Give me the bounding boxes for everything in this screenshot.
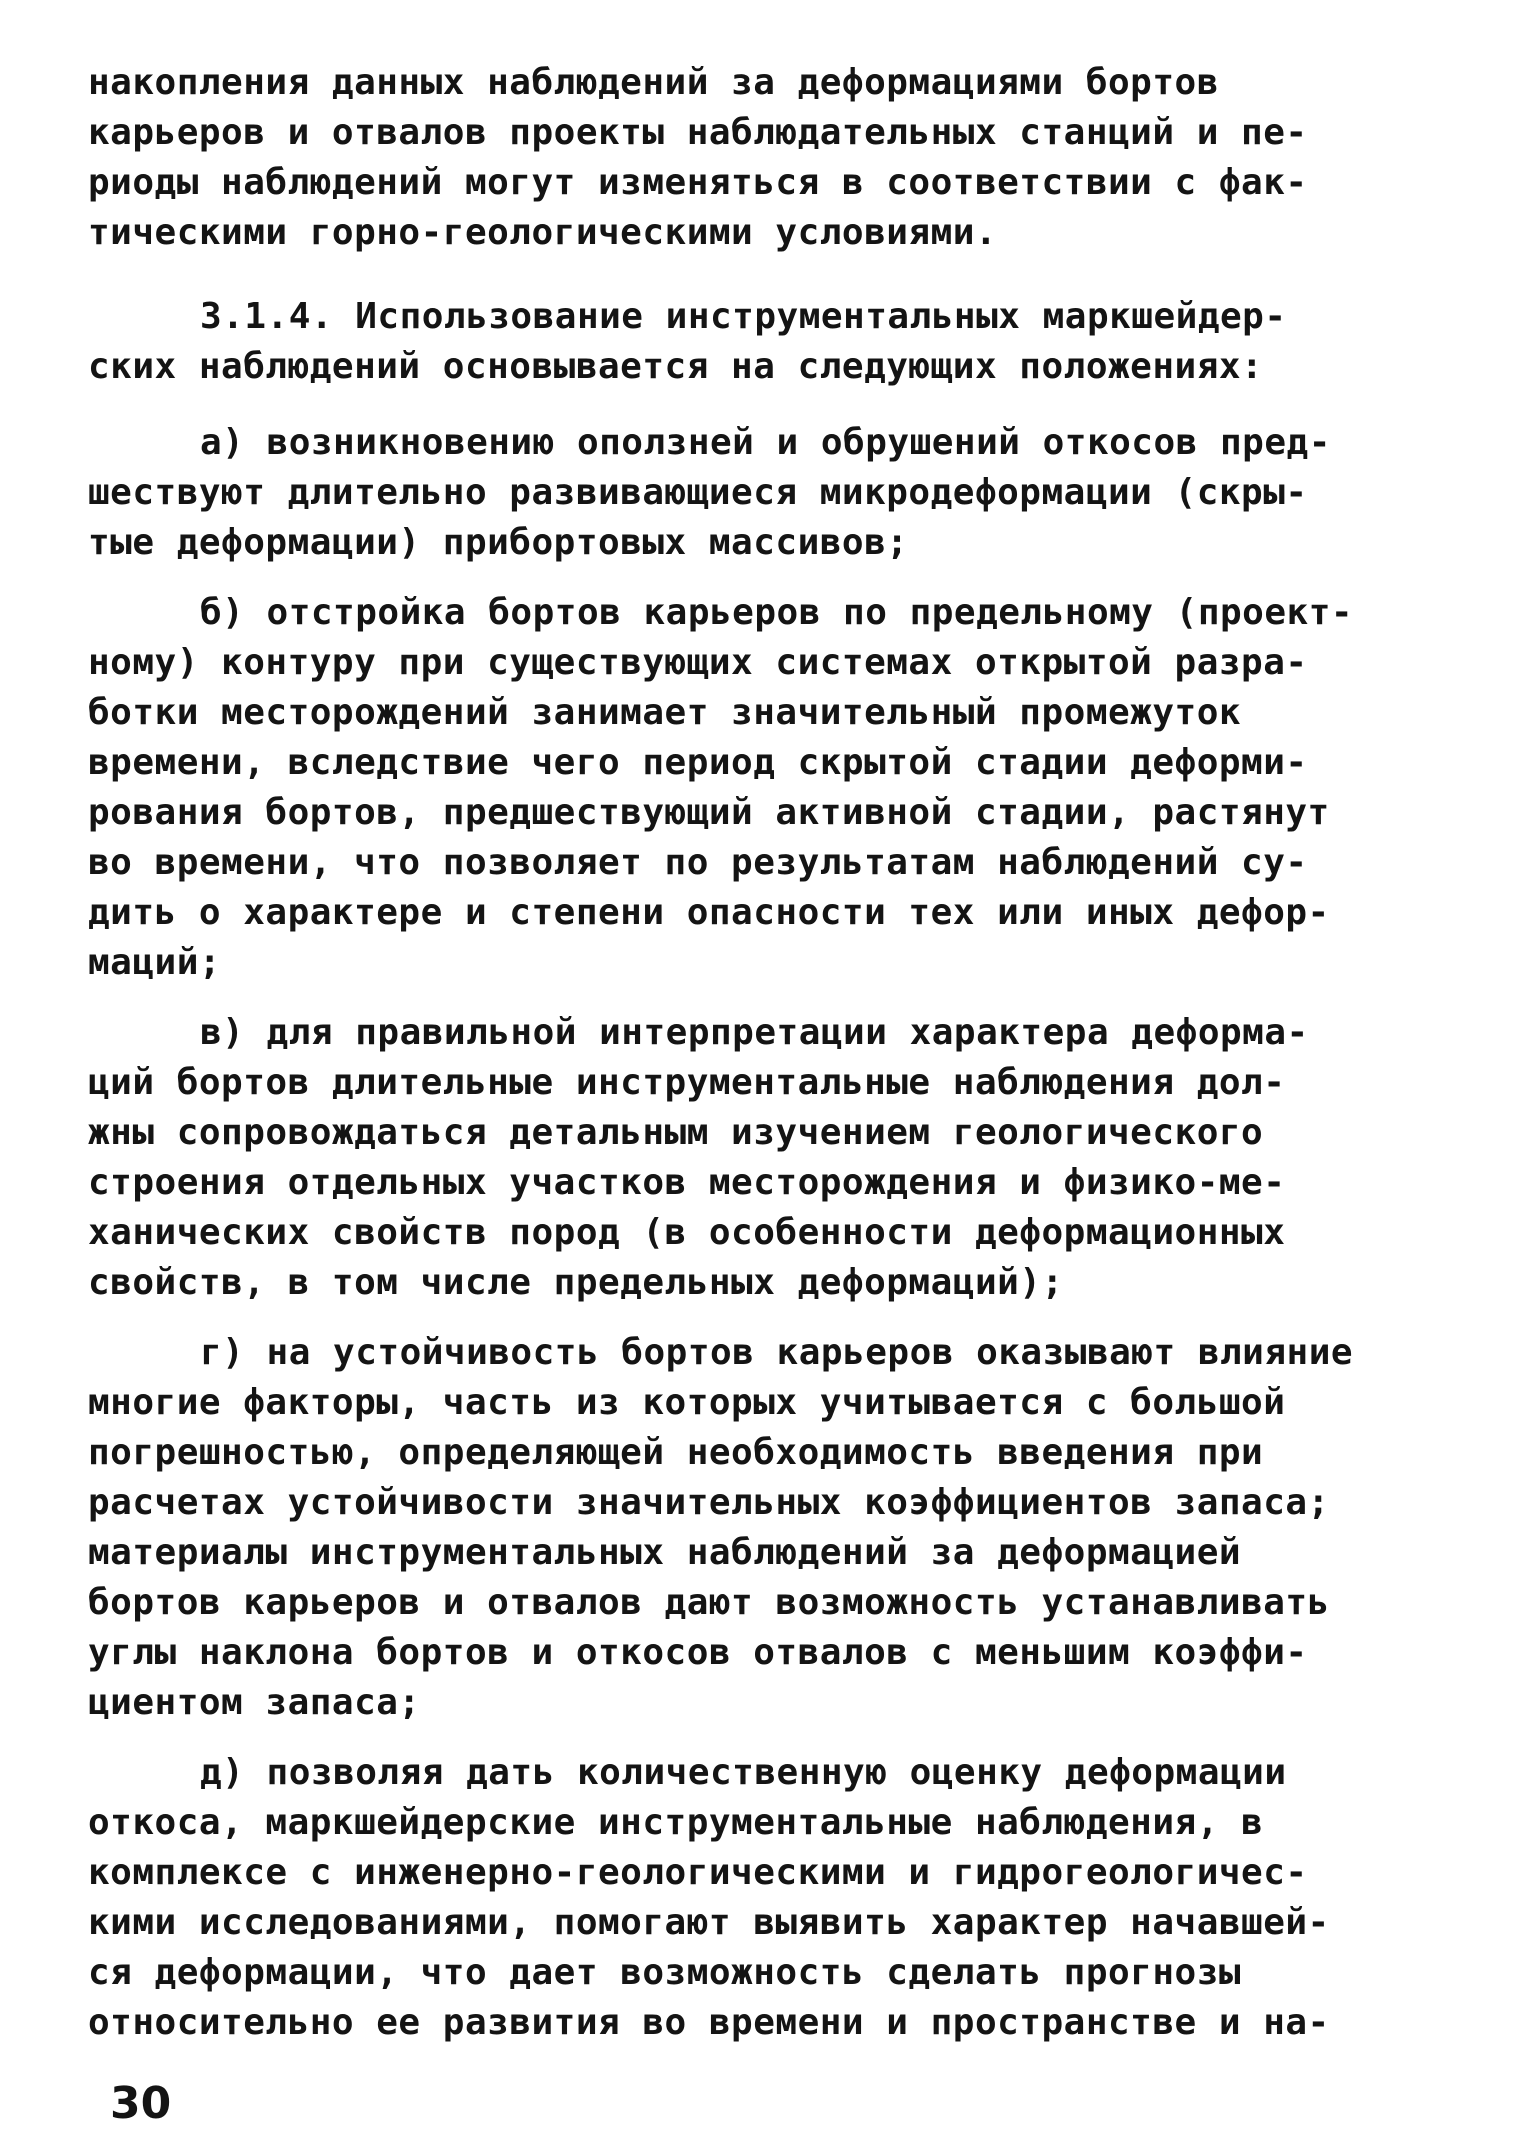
text-line: жны сопровождаться детальным изучением геологического <box>88 1112 1264 1153</box>
text-line: а) возникновению оползней и обрушений откосов пред- <box>200 422 1331 463</box>
text-line: ций бортов длительные инструментальные наблюдения дол- <box>88 1062 1286 1103</box>
text-line: кими исследованиями, помогают выявить характер начавшей- <box>88 1902 1330 1943</box>
text-line: риоды наблюдений могут изменяться в соответствии с фак- <box>88 162 1308 203</box>
text-line: материалы инструментальных наблюдений за деформацией <box>88 1532 1242 1573</box>
text-line: в) для правильной интерпретации характера деформа- <box>200 1012 1309 1053</box>
text-line: ханических свойств пород (в особенности деформационных <box>88 1212 1286 1253</box>
text-line: б) отстройка бортов карьеров по предельному (проект- <box>200 592 1354 633</box>
text-line: 3.1.4. Использование инструментальных маркшейдер- <box>200 296 1287 337</box>
text-line: д) позволяя дать количественную оценку деформации <box>200 1752 1287 1793</box>
text-line: циентом запаса; <box>88 1682 421 1723</box>
text-line: карьеров и отвалов проекты наблюдательных станций и пе- <box>88 112 1308 153</box>
text-line: маций; <box>88 942 222 983</box>
text-line: тическими горно-геологическими условиями. <box>88 212 998 253</box>
text-line: откоса, маркшейдерские инструментальные наблюдения, в <box>88 1802 1264 1843</box>
text-line: бортов карьеров и отвалов дают возможность устанавливать <box>88 1582 1330 1623</box>
text-line: г) на устойчивость бортов карьеров оказывают влияние <box>200 1332 1354 1373</box>
text-line: относительно ее развития во времени и пространстве и на- <box>88 2002 1330 2043</box>
text-line: многие факторы, часть из которых учитывается с большой <box>88 1382 1286 1423</box>
text-line: ботки месторождений занимает значительный промежуток <box>88 692 1242 733</box>
text-line: расчетах устойчивости значительных коэффициентов запаса; <box>88 1482 1330 1523</box>
text-line: погрешностью, определяющей необходимость введения при <box>88 1432 1264 1473</box>
text-line: шествуют длительно развивающиеся микродеформации (скры- <box>88 472 1308 513</box>
page-number: 30 <box>110 2078 172 2129</box>
text-line: комплексе с инженерно-геологическими и гидрогеологичес- <box>88 1852 1308 1893</box>
text-line: времени, вследствие чего период скрытой стадии деформи- <box>88 742 1308 783</box>
text-line: ся деформации, что дает возможность сделать прогнозы <box>88 1952 1242 1993</box>
text-line: ских наблюдений основывается на следующих положениях: <box>88 346 1264 387</box>
text-line: тые деформации) прибортовых массивов; <box>88 522 909 563</box>
text-line: свойств, в том числе предельных деформаций); <box>88 1262 1064 1303</box>
text-line: во времени, что позволяет по результатам наблюдений су- <box>88 842 1308 883</box>
text-line: дить о характере и степени опасности тех или иных дефор- <box>88 892 1330 933</box>
text-line: накопления данных наблюдений за деформациями бортов <box>88 62 1219 103</box>
text-line: строения отдельных участков месторождения и физико-ме- <box>88 1162 1286 1203</box>
text-line: рования бортов, предшествующий активной стадии, растянут <box>88 792 1330 833</box>
text-line: углы наклона бортов и откосов отвалов с меньшим коэффи- <box>88 1632 1308 1673</box>
text-line: ному) контуру при существующих системах открытой разра- <box>88 642 1308 683</box>
